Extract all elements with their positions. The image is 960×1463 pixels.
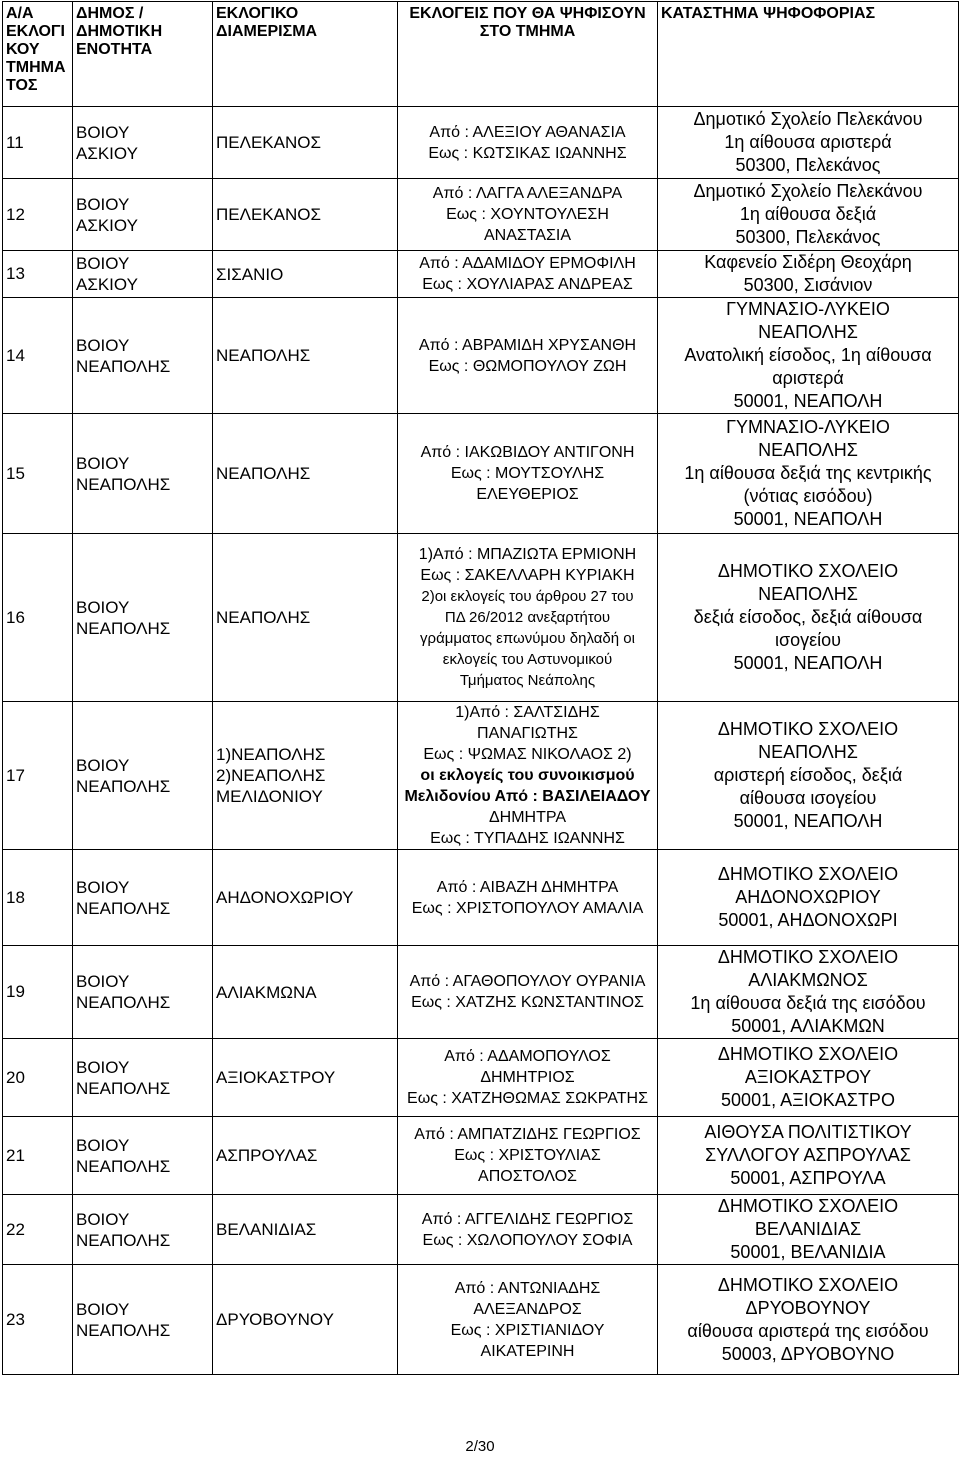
municipality-cell xyxy=(73,107,213,179)
voters-cell xyxy=(398,1117,658,1195)
store-cell-line: αριστερή είσοδος, δεξιά xyxy=(713,765,903,785)
municipality-cell-line: ΒΟΙΟΥ xyxy=(76,1135,130,1155)
section-number: 19 xyxy=(3,946,73,1039)
municipality-cell xyxy=(73,1039,213,1117)
store-cell-line: ΑΗΔΟΝΟΧΩΡΙΟΥ xyxy=(735,887,881,907)
voters-cell xyxy=(398,850,658,946)
store-cell xyxy=(658,1265,959,1375)
voters-cell-line: Τμήματος Νεάπολης xyxy=(459,672,596,689)
voters-cell-line: 1)Από : ΜΠΑΖΙΩΤΑ ΕΡΜΙΟΝΗ xyxy=(418,546,637,563)
header-line: ΚΑΤΑΣΤΗΜΑ ΨΗΦΟΦΟΡΙΑΣ xyxy=(661,5,876,22)
municipality-cell-line: ΒΟΙΟΥ xyxy=(76,1057,130,1077)
voters-cell xyxy=(398,179,658,251)
district-cell-line: ΒΕΛΑΝΙΔΙΑΣ xyxy=(216,1220,317,1239)
store-cell-line: ΓΥΜΝΑΣΙΟ-ΛΥΚΕΙΟ xyxy=(726,417,890,437)
header-num xyxy=(3,2,73,107)
municipality-cell-line: ΝΕΑΠΟΛΗΣ xyxy=(76,776,171,796)
district-cell xyxy=(213,1195,398,1265)
store-cell-line: ΝΕΑΠΟΛΗΣ xyxy=(758,584,858,604)
store-cell xyxy=(658,946,959,1039)
header-line: ΕΝΟΤΗΤΑ xyxy=(76,41,153,58)
voters-cell-line: Εως : ΧΡΙΣΤΙΑΝΙΔΟΥ xyxy=(450,1321,605,1339)
voters-cell-line: Από : ΙΑΚΩΒΙΔΟΥ ΑΝΤΙΓΟΝΗ xyxy=(420,444,635,461)
voters-cell-line: Από : ΑΜΠΑΤΖΙΔΗΣ ΓΕΩΡΓΙΟΣ xyxy=(414,1126,641,1143)
district-cell-line: ΑΣΠΡΟΥΛΑΣ xyxy=(216,1146,318,1165)
table-row xyxy=(3,1195,959,1265)
section-number: 21 xyxy=(3,1117,73,1195)
voters-cell xyxy=(398,107,658,179)
voters-cell-line: γράμματος επωνύμου δηλαδή οι xyxy=(420,630,635,647)
store-cell-line: ΒΕΛΑΝΙΔΙΑΣ xyxy=(754,1219,862,1239)
voters-cell xyxy=(398,414,658,534)
store-cell-line: 50001, ΝΕΑΠΟΛΗ xyxy=(733,509,883,529)
header-line: Α/Α xyxy=(6,5,34,22)
voters-cell-line: Από : ΑΓΓΕΛΙΔΗΣ ΓΕΩΡΓΙΟΣ xyxy=(421,1210,634,1228)
municipality-cell-line: ΝΕΑΠΟΛΗΣ xyxy=(76,1320,171,1340)
table-row xyxy=(3,946,959,1039)
voters-cell-line: Εως : ΧΡΙΣΤΟΠΟΥΛΟΥ ΑΜΑΛΙΑ xyxy=(411,899,644,917)
district-cell xyxy=(213,850,398,946)
voters-cell xyxy=(398,1195,658,1265)
header-store xyxy=(658,2,959,107)
district-cell xyxy=(213,107,398,179)
municipality-cell-line: ΒΟΙΟΥ xyxy=(76,1299,130,1319)
municipality-cell xyxy=(73,179,213,251)
voters-cell xyxy=(398,298,658,414)
store-cell-line: ΝΕΑΠΟΛΗΣ xyxy=(758,742,858,762)
district-cell-line: 2)ΝΕΑΠΟΛΗΣ xyxy=(216,766,326,785)
header-voters xyxy=(398,2,658,107)
table-row xyxy=(3,850,959,946)
store-cell xyxy=(658,1195,959,1265)
store-cell-line: 50001, ΑΣΠΡΟΥΛΑ xyxy=(730,1168,886,1188)
municipality-cell-line: ΒΟΙΟΥ xyxy=(76,254,130,273)
municipality-cell-line: ΑΣΚΙΟΥ xyxy=(76,275,138,294)
voters-cell-line: ΑΙΚΑΤΕΡΙΝΗ xyxy=(480,1342,575,1360)
district-cell xyxy=(213,1117,398,1195)
voters-cell-line: Από : ΑΔΑΜΙΔΟΥ ΕΡΜΟΦΙΛΗ xyxy=(419,255,636,272)
voters-cell-line: Εως : ΨΩΜΑΣ ΝΙΚΟΛΑΟΣ 2) xyxy=(423,746,632,763)
district-cell-line: ΝΕΑΠΟΛΗΣ xyxy=(216,346,311,365)
store-cell-line: 1η αίθουσα δεξιά της εισόδου xyxy=(690,993,926,1013)
store-cell xyxy=(658,414,959,534)
store-cell xyxy=(658,251,959,298)
store-cell-line: Ανατολική είσοδος, 1η αίθουσα xyxy=(684,345,932,365)
section-number: 15 xyxy=(3,414,73,534)
voters-cell-line: οι εκλογείς του συνοικισμού xyxy=(420,767,635,784)
municipality-cell xyxy=(73,850,213,946)
district-cell-line: ΣΙΣΑΝΙΟ xyxy=(216,264,284,284)
voters-cell-line: Εως : ΘΩΜΟΠΟΥΛΟΥ ΖΩΗ xyxy=(428,357,627,375)
municipality-cell xyxy=(73,1195,213,1265)
store-cell-line: Δημοτικό Σχολείο Πελεκάνου xyxy=(693,109,923,129)
store-cell-line: αίθουσα αριστερά της εισόδου xyxy=(687,1320,929,1341)
header-line: ΚΟΥ xyxy=(6,41,40,58)
municipality-cell-line: ΒΟΙΟΥ xyxy=(76,755,130,775)
district-cell xyxy=(213,534,398,702)
table-row xyxy=(3,298,959,414)
store-cell xyxy=(658,298,959,414)
voters-cell xyxy=(398,534,658,702)
store-cell xyxy=(658,534,959,702)
table-row xyxy=(3,107,959,179)
municipality-cell-line: ΝΕΑΠΟΛΗΣ xyxy=(76,356,171,376)
municipality-cell-line: ΝΕΑΠΟΛΗΣ xyxy=(76,1230,171,1250)
district-cell xyxy=(213,702,398,850)
store-cell-line: 50001, ΒΕΛΑΝΙΔΙΑ xyxy=(730,1242,886,1262)
municipality-cell xyxy=(73,298,213,414)
voters-cell-line: Από : ΑΒΡΑΜΙΔΗ ΧΡΥΣΑΝΘΗ xyxy=(418,336,637,354)
voters-cell-line: ΕΛΕΥΘΕΡΙΟΣ xyxy=(476,486,579,503)
polling-stations-table xyxy=(2,1,959,1375)
voters-cell-line: ΑΛΕΞΑΝΔΡΟΣ xyxy=(473,1300,582,1318)
section-number: 23 xyxy=(3,1265,73,1375)
district-cell xyxy=(213,414,398,534)
municipality-cell xyxy=(73,946,213,1039)
voters-cell-line: Από : ΛΑΓΓΑ ΑΛΕΞΑΝΔΡΑ xyxy=(432,185,623,202)
municipality-cell xyxy=(73,414,213,534)
table-row xyxy=(3,702,959,850)
district-cell-line: ΠΕΛΕΚΑΝΟΣ xyxy=(216,133,321,152)
district-cell-line: ΑΞΙΟΚΑΣΤΡΟΥ xyxy=(216,1068,336,1087)
municipality-cell-line: ΒΟΙΟΥ xyxy=(76,122,130,142)
table-row xyxy=(3,1039,959,1117)
municipality-cell-line: ΒΟΙΟΥ xyxy=(76,972,130,991)
store-cell xyxy=(658,1117,959,1195)
store-cell-line: 50003, ΔΡΥΟΒΟΥΝΟ xyxy=(721,1343,895,1364)
voters-cell-line: Εως : ΧΑΤΖΗΘΩΜΑΣ ΣΩΚΡΑΤΗΣ xyxy=(407,1090,648,1107)
store-cell-line: 50001, ΝΕΑΠΟΛΗ xyxy=(733,391,883,411)
municipality-cell xyxy=(73,1265,213,1375)
voters-cell-line: ΑΝΑΣΤΑΣΙΑ xyxy=(483,227,572,244)
store-cell-line: ΑΛΙΑΚΜΩΝΟΣ xyxy=(748,970,868,990)
section-number: 11 xyxy=(3,107,73,179)
voters-cell-line: Εως : ΧΡΙΣΤΟΥΛΙΑΣ xyxy=(454,1147,601,1164)
district-cell xyxy=(213,179,398,251)
store-cell-line: Καφενείο Σιδέρη Θεοχάρη xyxy=(704,252,912,272)
voters-cell-line: εκλογείς του Αστυνομικού xyxy=(442,651,613,668)
header-line: ΕΚΛΟΓΙΚΟ xyxy=(216,5,299,22)
section-number: 18 xyxy=(3,850,73,946)
table-row xyxy=(3,1117,959,1195)
voters-cell-line: Από : ΑΛΕΞΙΟΥ ΑΘΑΝΑΣΙΑ xyxy=(429,123,626,141)
store-cell-line: ΔΗΜΟΤΙΚΟ ΣΧΟΛΕΙΟ xyxy=(717,1196,899,1216)
table-row xyxy=(3,179,959,251)
store-cell-line: ΝΕΑΠΟΛΗΣ xyxy=(758,440,858,460)
store-cell-line: αίθουσα ισογείου xyxy=(739,788,877,808)
voters-cell-line: Εως : ΧΑΤΖΗΣ ΚΩΝΣΤΑΝΤΙΝΟΣ xyxy=(411,994,644,1011)
voters-cell-line: Από : ΑΙΒΑΖΗ ΔΗΜΗΤΡΑ xyxy=(436,878,619,896)
store-cell xyxy=(658,702,959,850)
municipality-cell xyxy=(73,251,213,298)
store-cell-line: 1η αίθουσα δεξιά της κεντρικής xyxy=(684,463,932,483)
store-cell-line: ΔΗΜΟΤΙΚΟ ΣΧΟΛΕΙΟ xyxy=(717,864,899,884)
store-cell-line: 50001, ΝΕΑΠΟΛΗ xyxy=(733,811,883,831)
district-cell xyxy=(213,1265,398,1375)
voters-cell-line: ΔΗΜΗΤΡΑ xyxy=(488,809,567,826)
store-cell-line: ΑΙΘΟΥΣΑ ΠΟΛΙΤΙΣΤΙΚΟΥ xyxy=(704,1122,912,1142)
header-line: ΤΜΗΜΑ xyxy=(6,59,66,76)
municipality-cell-line: ΒΟΙΟΥ xyxy=(76,877,130,897)
district-cell xyxy=(213,251,398,298)
municipality-cell-line: ΝΕΑΠΟΛΗΣ xyxy=(76,474,171,494)
voters-cell-line: Εως : ΣΑΚΕΛΛΑΡΗ ΚΥΡΙΑΚΗ xyxy=(420,567,635,584)
store-cell-line: 50001, ΑΗΔΟΝΟΧΩΡΙ xyxy=(718,910,898,930)
section-number: 12 xyxy=(3,179,73,251)
voters-cell-line: Εως : ΤΥΠΑΔΗΣ ΙΩΑΝΝΗΣ xyxy=(430,830,625,847)
municipality-cell-line: ΝΕΑΠΟΛΗΣ xyxy=(76,618,171,638)
store-cell-line: (νότιας εισόδου) xyxy=(743,486,873,506)
district-cell-line: ΑΛΙΑΚΜΩΝΑ xyxy=(216,982,317,1002)
voters-cell-line: Από : ΑΔΑΜΟΠΟΥΛΟΣ xyxy=(444,1048,611,1065)
store-cell-line: ΔΗΜΟΤΙΚΟ ΣΧΟΛΕΙΟ xyxy=(717,947,899,967)
page-number: 2/30 xyxy=(465,1438,495,1455)
header-line: ΣΤΟ ΤΜΗΜΑ xyxy=(479,23,576,40)
store-cell-line: 50001, ΑΛΙΑΚΜΩΝ xyxy=(731,1016,885,1036)
store-cell-line: ΔΗΜΟΤΙΚΟ ΣΧΟΛΕΙΟ xyxy=(717,1044,899,1064)
header-line: ΤΟΣ xyxy=(6,77,38,94)
section-number: 20 xyxy=(3,1039,73,1117)
municipality-cell-line: ΝΕΑΠΟΛΗΣ xyxy=(76,1156,171,1176)
municipality-cell-line: ΒΟΙΟΥ xyxy=(76,194,130,214)
municipality-cell-line: ΒΟΙΟΥ xyxy=(76,597,130,617)
municipality-cell-line: ΝΕΑΠΟΛΗΣ xyxy=(76,993,171,1012)
store-cell xyxy=(658,107,959,179)
municipality-cell-line: ΒΟΙΟΥ xyxy=(76,1209,130,1229)
voters-cell xyxy=(398,702,658,850)
district-cell-line: ΜΕΛΙΔΟΝΙΟΥ xyxy=(216,787,323,806)
store-cell-line: ΝΕΑΠΟΛΗΣ xyxy=(758,322,858,342)
municipality-cell-line: ΑΣΚΙΟΥ xyxy=(76,215,138,235)
table-row xyxy=(3,534,959,702)
table-row xyxy=(3,251,959,298)
table-row xyxy=(3,1265,959,1375)
store-cell-line: ΓΥΜΝΑΣΙΟ-ΛΥΚΕΙΟ xyxy=(726,299,890,319)
store-cell xyxy=(658,179,959,251)
municipality-cell-line: ΝΕΑΠΟΛΗΣ xyxy=(76,898,171,918)
store-cell-line: ΔΗΜΟΤΙΚΟ ΣΧΟΛΕΙΟ xyxy=(717,1274,899,1295)
section-number: 14 xyxy=(3,298,73,414)
municipality-cell xyxy=(73,1117,213,1195)
municipality-cell-line: ΝΕΑΠΟΛΗΣ xyxy=(76,1078,171,1098)
header-line: ΕΚΛΟΓΕΙΣ ΠΟΥ ΘΑ ΨΗΦΙΣΟΥΝ xyxy=(409,5,646,22)
voters-cell-line: Εως : ΧΟΥΛΙΑΡΑΣ ΑΝΔΡΕΑΣ xyxy=(422,276,633,293)
store-cell-line: 50300, Πελεκάνος xyxy=(735,227,881,247)
store-cell-line: 50300, Σισάνιον xyxy=(743,275,873,295)
district-cell-line: ΑΗΔΟΝΟΧΩΡΙΟΥ xyxy=(216,888,354,907)
voters-cell xyxy=(398,1265,658,1375)
store-cell-line: 50300, Πελεκάνος xyxy=(735,155,881,175)
store-cell xyxy=(658,850,959,946)
municipality-cell xyxy=(73,534,213,702)
voters-cell xyxy=(398,1039,658,1117)
section-number: 13 xyxy=(3,251,73,298)
store-cell-line: αριστερά xyxy=(772,368,844,388)
store-cell-line: 50001, ΝΕΑΠΟΛΗ xyxy=(733,653,883,673)
district-cell xyxy=(213,1039,398,1117)
voters-cell xyxy=(398,946,658,1039)
voters-cell-line: Εως : ΧΩΛΟΠΟΥΛΟΥ ΣΟΦΙΑ xyxy=(422,1231,633,1249)
district-cell xyxy=(213,298,398,414)
voters-cell-line: ΔΗΜΗΤΡΙΟΣ xyxy=(480,1069,575,1086)
voters-cell-line: ΑΠΟΣΤΟΛΟΣ xyxy=(478,1168,577,1185)
district-cell xyxy=(213,946,398,1039)
store-cell-line: ΑΞΙΟΚΑΣΤΡΟΥ xyxy=(744,1067,872,1087)
store-cell-line: 50001, ΑΞΙΟΚΑΣΤΡΟ xyxy=(721,1090,895,1110)
district-cell-line: ΝΕΑΠΟΛΗΣ xyxy=(216,464,311,483)
header-line: ΕΚΛΟΓΙ xyxy=(6,23,65,40)
voters-cell-line: Εως : ΜΟΥΤΣΟΥΛΗΣ xyxy=(450,465,605,482)
table-row xyxy=(3,414,959,534)
store-cell-line: δεξιά είσοδος, δεξιά αίθουσα xyxy=(693,607,923,627)
municipality-cell-line: ΑΣΚΙΟΥ xyxy=(76,143,138,163)
voters-cell-line: 1)Από : ΣΑΛΤΣΙΔΗΣ xyxy=(455,704,600,721)
store-cell-line: ΔΗΜΟΤΙΚΟ ΣΧΟΛΕΙΟ xyxy=(717,719,899,739)
municipality-cell-line: ΒΟΙΟΥ xyxy=(76,453,130,473)
municipality-cell-line: ΒΟΙΟΥ xyxy=(76,335,130,355)
voters-cell-line: Εως : ΚΩΤΣΙΚΑΣ ΙΩΑΝΝΗΣ xyxy=(428,144,627,162)
section-number: 22 xyxy=(3,1195,73,1265)
store-cell-line: 1η αίθουσα δεξιά xyxy=(739,204,877,224)
voters-cell-line: ΠΑΝΑΓΙΩΤΗΣ xyxy=(477,725,578,742)
store-cell-line: ΔΗΜΟΤΙΚΟ ΣΧΟΛΕΙΟ xyxy=(717,561,899,581)
header-line: ΔΙΑΜΕΡΙΣΜΑ xyxy=(216,23,318,40)
voters-cell-line: 2)οι εκλογείς του άρθρου 27 του xyxy=(421,588,634,605)
store-cell-line: ΔΡΥΟΒΟΥΝΟΥ xyxy=(745,1297,871,1318)
voters-cell xyxy=(398,251,658,298)
section-number: 16 xyxy=(3,534,73,702)
district-cell-line: ΔΡΥΟΒΟΥΝΟΥ xyxy=(216,1310,334,1329)
store-cell-line: Δημοτικό Σχολείο Πελεκάνου xyxy=(693,181,923,201)
municipality-cell xyxy=(73,702,213,850)
store-cell-line: ισογείου xyxy=(775,630,841,650)
header-line: ΔΗΜΟΣ / xyxy=(76,5,144,22)
voters-cell-line: Από : ΑΝΤΩΝΙΑΔΗΣ xyxy=(454,1279,601,1297)
store-cell xyxy=(658,1039,959,1117)
header-district xyxy=(213,2,398,107)
store-cell-line: 1η αίθουσα αριστερά xyxy=(724,132,892,152)
store-cell-line: ΣΥΛΛΟΓΟΥ ΑΣΠΡΟΥΛΑΣ xyxy=(705,1145,911,1165)
district-cell-line: ΠΕΛΕΚΑΝΟΣ xyxy=(216,205,321,224)
header-municipality xyxy=(73,2,213,107)
voters-cell-line: Από : ΑΓΑΘΟΠΟΥΛΟΥ ΟΥΡΑΝΙΑ xyxy=(409,973,646,990)
header-row xyxy=(3,2,959,107)
district-cell-line: 1)ΝΕΑΠΟΛΗΣ xyxy=(216,745,326,764)
section-number: 17 xyxy=(3,702,73,850)
voters-cell-line: Εως : ΧΟΥΝΤΟΥΛΕΣΗ xyxy=(446,206,609,223)
district-cell-line: ΝΕΑΠΟΛΗΣ xyxy=(216,608,311,627)
voters-cell-line: Μελιδονίου Από : ΒΑΣΙΛΕΙΑΔΟΥ xyxy=(404,788,651,805)
voters-cell-line: ΠΔ 26/2012 ανεξαρτήτου xyxy=(444,609,611,626)
header-line: ΔΗΜΟΤΙΚΗ xyxy=(76,23,163,40)
